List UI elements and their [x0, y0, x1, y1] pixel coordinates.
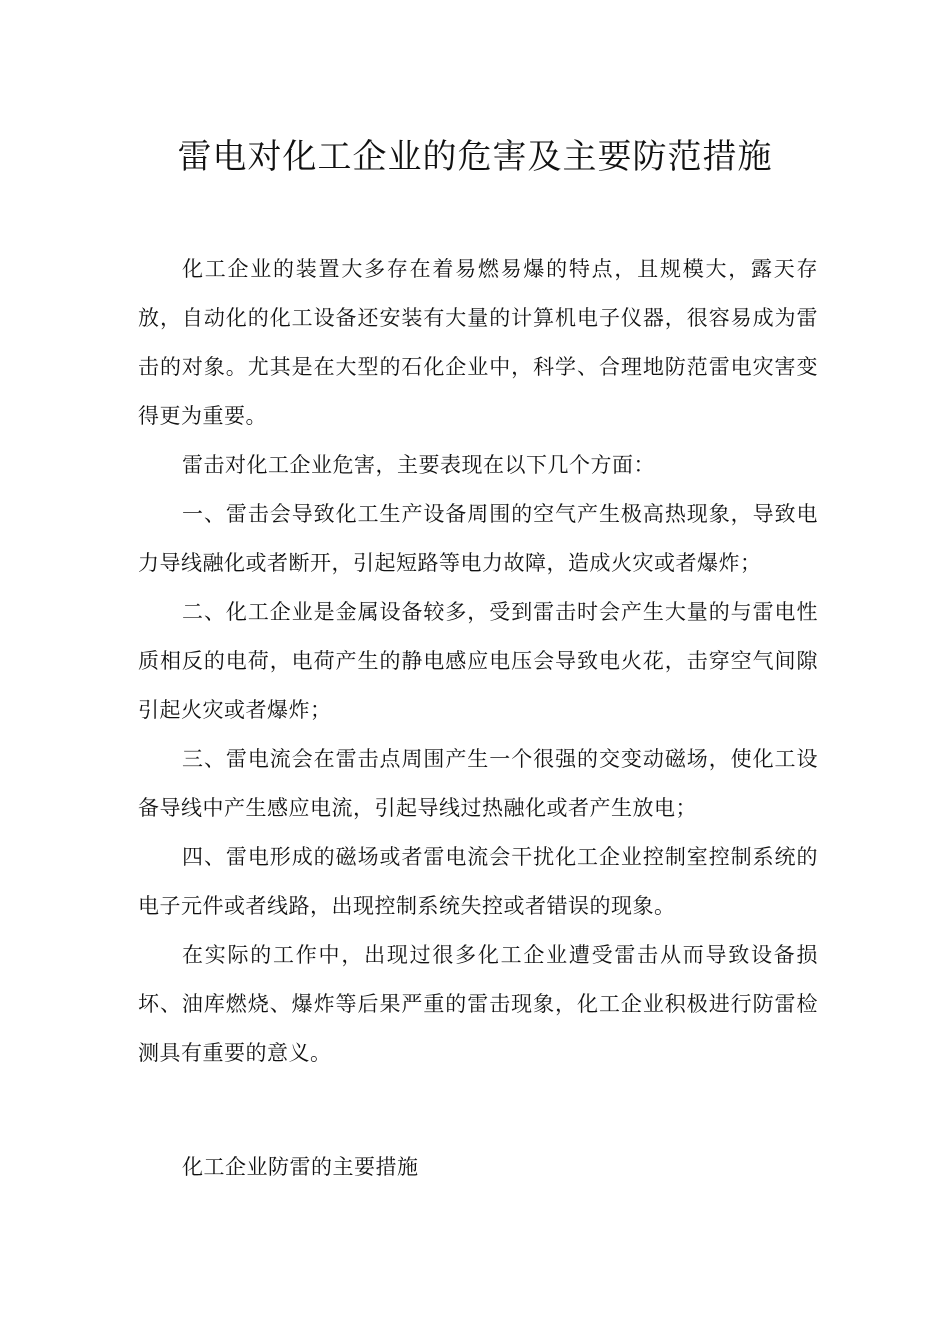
paragraph-intro: 化工企业的装置大多存在着易燃易爆的特点，且规模大，露天存放，自动化的化工设备还安装有大量的计算机电子仪器，很容易成为雷击的对象。尤其是在大型的石化企业中，科学、合理地防范雷电灾害变得更为重要。 [138, 257, 818, 428]
paragraph-hazard-3: 三、雷电流会在雷击点周围产生一个很强的交变动磁场，使化工设备导线中产生感应电流，引起导线过热融化或者产生放电； [138, 747, 818, 820]
section-heading: 化工企业防雷的主要措施 [182, 1155, 419, 1179]
paragraph-hazard-4: 四、雷电形成的磁场或者雷电流会干扰化工企业控制室控制系统的电子元件或者线路，出现控制系统失控或者错误的现象。 [138, 845, 818, 918]
paragraph-conclusion: 在实际的工作中，出现过很多化工企业遭受雷击从而导致设备损坏、油库燃烧、爆炸等后果严重的雷击现象，化工企业积极进行防雷检测具有重要的意义。 [138, 943, 818, 1065]
paragraph-hazards-lead: 雷击对化工企业危害，主要表现在以下几个方面： [182, 453, 655, 477]
paragraph-hazard-1: 一、雷击会导致化工生产设备周围的空气产生极高热现象，导致电力导线融化或者断开，引起短路等电力故障，造成火灾或者爆炸； [138, 502, 818, 575]
paragraph-hazard-2: 二、化工企业是金属设备较多，受到雷击时会产生大量的与雷电性质相反的电荷，电荷产生的静电感应电压会导致电火花，击穿空气间隙引起火灾或者爆炸； [138, 600, 818, 722]
document-title: 雷电对化工企业的危害及主要防范措施 [177, 137, 773, 177]
document-body [138, 245, 818, 1078]
